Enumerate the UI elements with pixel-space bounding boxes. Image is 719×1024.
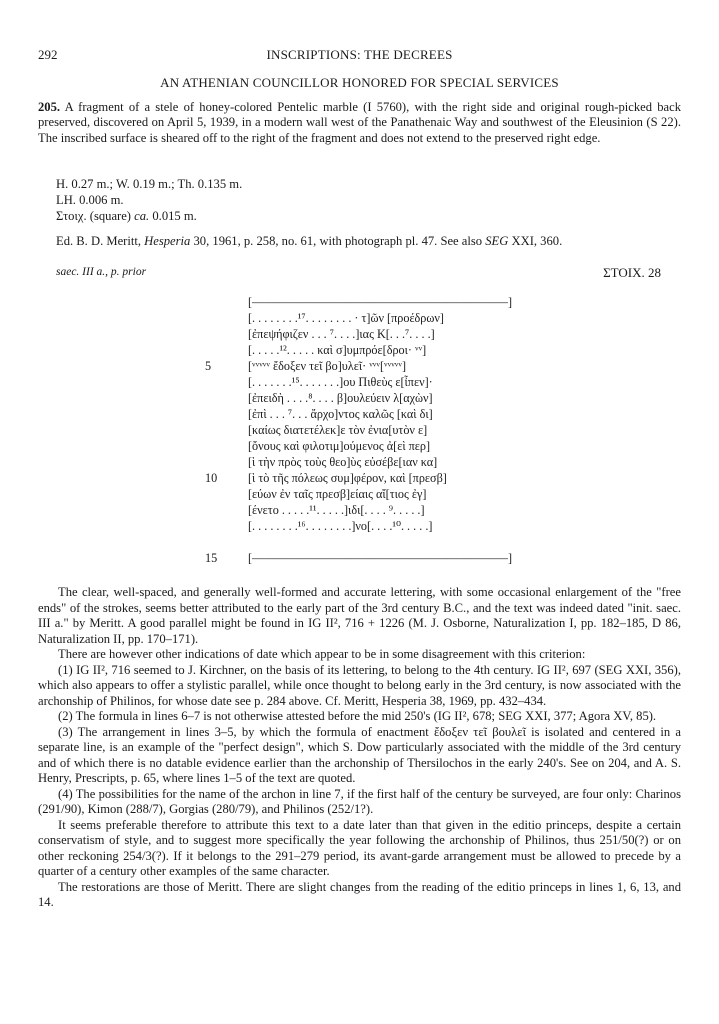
commentary-paragraph: (1) IG II², 716 seemed to J. Kirchner, on the basis of its lettering, to belong to the 4th century. IG II², 697 (SEG XXI, 356), which also appears to offer a stylistic parallel, while once thought to belong early in the 3rd century, is now associated with the archonship of Philinos, for whose date see p. 284 above. Cf. Meritt, Hesperia 38, 1969, pp. 432–434.	[38, 662, 681, 708]
dimensions: H. 0.27 m.; W. 0.19 m.; Th. 0.135 m.	[56, 177, 243, 191]
commentary-paragraph: (4) The possibilities for the name of the archon in line 7, if the first half of the century be surveyed, are four only: Charinos (291/90), Kimon (288/7), Gorgias (280/79), and Philinos (252/1?).	[38, 786, 681, 816]
page-number: 292	[38, 47, 58, 62]
commentary-paragraph: There are however other indications of date which appear to be in some disagreement with this criterion:	[58, 647, 586, 661]
edition-journal: Hesperia	[144, 234, 191, 248]
inscription-line: [ὄνους καὶ φιλοτιμ]ούμενος ἀ[εὶ περ]	[248, 439, 431, 453]
commentary-paragraph: (2) The formula in lines 6–7 is not otherwise attested before the mid 250's (IG II², 678; SEG XXI, 377; Agora XV, 85).	[58, 709, 657, 723]
inscription-line: [—————————————————————]	[248, 551, 513, 565]
line-number-10: 10	[205, 471, 218, 485]
edition-reference	[56, 234, 562, 249]
entry-description	[38, 100, 681, 146]
inscription-line: [—————————————————————]	[248, 295, 513, 309]
letter-height: LH. 0.006 m.	[56, 193, 124, 207]
commentary	[38, 585, 681, 911]
edition-seg: SEG	[485, 234, 509, 248]
inscription-line: [ἐπὶ . . . ⁷. . . ἄρχο]ντος καλῶς [καὶ δι]	[248, 407, 433, 421]
inscription-line: [ένετο . . . . .¹¹. . . . .]ιδι[. . . . ⁹. . . . .]	[248, 503, 425, 517]
inscription-line: [ἐπεψήφιζεν . . . ⁷. . . .]ιας Κ[. . .⁷. . . .]	[248, 327, 435, 341]
stoich-measure-size: 0.015 m.	[152, 209, 197, 223]
entry-number: 205.	[38, 100, 61, 114]
stoich-label: ΣΤΟΙΧ. 28	[603, 265, 661, 280]
commentary-paragraph: The clear, well-spaced, and generally well-formed and accurate lettering, with some occasional enlargement of the "free ends" of the strokes, seems better attributed to the early part of the 3rd century B.C., and the text was indeed dated "init. saec. III a." by Meritt. A good parallel might be found in IG II², 716 + 1226 (M. J. Osborne, Naturalization I, pp. 182–185, D 86, Naturalization II, pp. 170–171).	[38, 585, 681, 646]
stoich-measure	[56, 209, 197, 224]
inscription-line: [ὶ τὸ τῆς πόλεως συμ]φέρον, καὶ [πρεσβ]	[248, 471, 447, 485]
running-head	[38, 47, 681, 65]
date-label: saec. III a., p. prior	[56, 266, 147, 278]
inscription-line: [. . . . . . . .¹⁷. . . . . . . . · τ]ῶν [προέδρων]	[248, 311, 444, 325]
inscription-line: [εύων ἐν ταῖς πρεσβ]είαις αἴ[τιος ἐγ]	[248, 487, 427, 501]
edition-details: 30, 1961, p. 258, no. 61, with photograph pl. 47. See also	[193, 234, 483, 248]
line-number-5: 5	[205, 359, 212, 373]
inscription-line: [ᵛᵛᵛᵛᵛ ἔδοξεν τεῖ βο]υλεῖ· ᵛᵛᵛ[ᵛᵛᵛᵛᵛ]	[248, 359, 406, 373]
inscription-line: [ὶ τὴν πρὸς τοὺς θεο]ὺς εὐσέβε[ιαν κα]	[248, 455, 438, 469]
commentary-paragraph: It seems preferable therefore to attribute this text to a date later than that given in the editio princeps, despite a certain conservatism of style, and to suggest more specifically the year following the archonship of Philinos, thus 251/50(?) or on other reckoning 254/3(?). If it belongs to the 291–279 period, its avant-garde arrangement must be allowed to precede by a quarter of a century other examples of the same character.	[38, 817, 681, 878]
edition-prefix: Ed. B. D. Meritt,	[56, 234, 142, 248]
entry-description-text: A fragment of a stele of honey-colored Pentelic marble (I 5760), with the right side and original rough-picked back preserved, discovered on April 5, 1939, in a modern wall west of the Panathenaic Way and southwest of the Eleusinion (S 22). The inscribed surface is sheared off to the right of the fragment and does not extend to the preserved right edge.	[38, 100, 681, 145]
inscription-line: [. . . . . . .¹⁵. . . . . . .]ου Πιθεὺς ε[ἶπεν]·	[248, 375, 433, 389]
commentary-paragraph: (3) The arrangement in lines 3–5, by which the formula of enactment ἔδοξεν τεῖ βουλεῖ is isolated and centered in a separate line, is an example of the "perfect design", which S. Dow particularly associated with the middle of the 3rd century and of which there is no datable evidence earlier than the archonship of Thersilochos in the early 240's. See on 204, and A. S. Henry, Prescripts, p. 65, where lines 1–5 of the text are quoted.	[38, 724, 681, 785]
inscription-line: [καίως διατετέλεκ]ε τὸν ἐνια[υτὸν ε]	[248, 423, 428, 437]
stoich-measure-label: Στοιχ.	[56, 209, 87, 223]
inscription-line: [. . . . .¹². . . . . καὶ σ]υμπρόε[δροι· ᵛᵛ]	[248, 343, 427, 357]
commentary-paragraph: The restorations are those of Meritt. There are slight changes from the reading of the editio princeps in lines 1, 6, 13, and 14.	[38, 879, 681, 909]
edition-seg-ref: XXI, 360.	[511, 234, 563, 248]
line-number-15: 15	[205, 551, 218, 565]
inscription-line: [. . . . . . . .¹⁶. . . . . . . .]νο[. . . .¹⁰. . . . .]	[248, 519, 433, 533]
running-title: INSCRIPTIONS: THE DECREES	[266, 47, 453, 62]
section-title: AN ATHENIAN COUNCILLOR HONORED FOR SPECIAL SERVICES	[160, 75, 559, 90]
stoich-measure-ca: ca.	[134, 209, 150, 223]
inscription-line: [ἐπειδὴ . . . .⁸. . . . β]ουλεύειν λ[αχὼν]	[248, 391, 433, 405]
stoich-measure-value: (square)	[89, 209, 132, 223]
